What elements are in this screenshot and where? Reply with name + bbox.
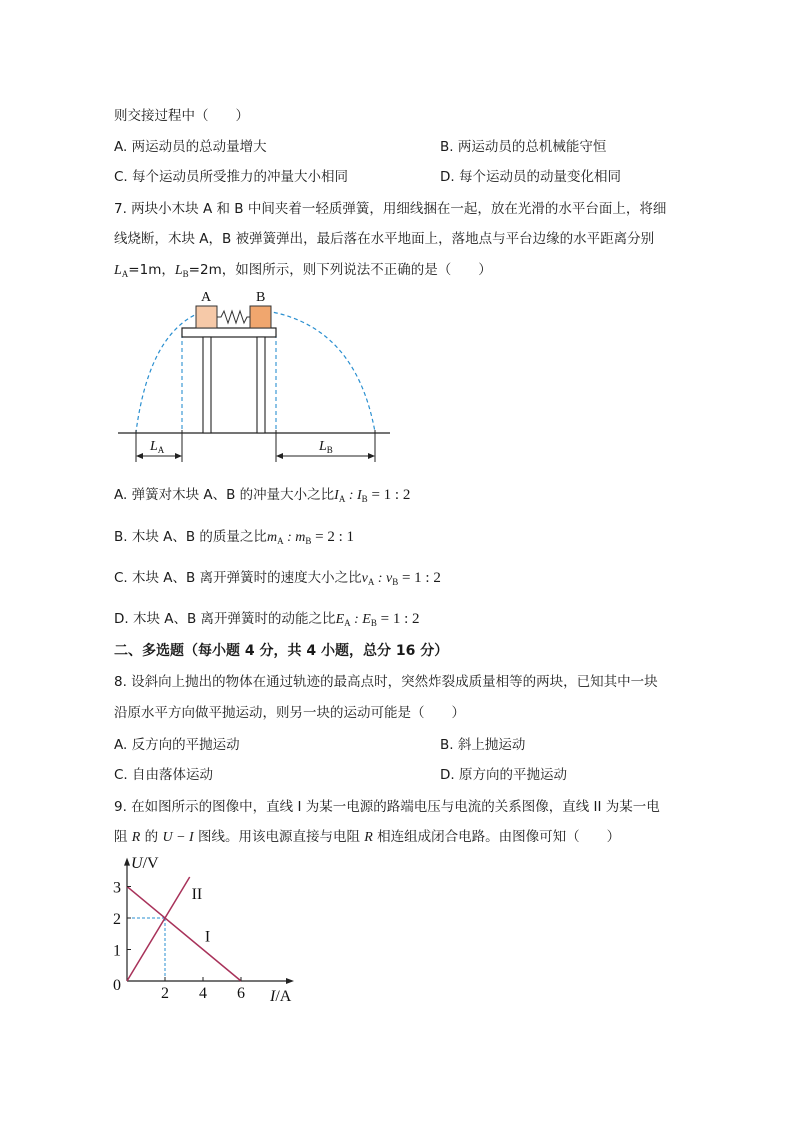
label-a: A [201,290,212,305]
la-figure-label: $L_A$ [150,439,165,455]
spring [217,311,250,323]
block-b [250,306,271,328]
q9-ui-graph [108,850,328,1010]
q9-stem-line1: 9. 在如图所示的图像中，直线 I 为某一电源的路端电压与电流的关系图像，直线 II 为某一电 [114,799,660,815]
q6-option-a[interactable]: A. 两运动员的总动量增大 [114,139,267,155]
la-subscript: A [121,269,129,279]
y-tick-label-3: 3 [113,879,121,897]
x-tick-label-2: 2 [161,985,169,1002]
la-symbol: L [114,263,122,278]
x-axis-label: I/A [270,988,292,1005]
q8-option-b[interactable]: B. 斜上抛运动 [440,737,526,753]
q7-option-a[interactable]: A. 弹簧对木块 A、B 的冲量大小之比$I_A$ : $I_B = 1$ : 2 [114,487,411,504]
lb-figure-label: $L_B$ [319,439,333,455]
label-b: B [256,290,266,305]
q6-option-b[interactable]: B. 两运动员的总机械能守恒 [440,139,607,155]
q7-option-b[interactable]: B. 木块 A、B 的质量之比$m_A$ : $m_B = 2$ : 1 [114,529,354,546]
y-tick-label-2: 2 [113,911,121,928]
section-heading-multiple-choice: 二、多选题（每小题 4 分，共 4 小题，总分 16 分） [114,643,449,659]
q7-stem-line2: 线烧断，木块 A，B 被弹簧弹出，最后落在水平地面上，落地点与平台边缘的水平距离分别 [114,231,655,247]
x-tick-label-4: 4 [199,985,207,1002]
q8-option-c[interactable]: C. 自由落体运动 [114,767,214,783]
lb-value: =2m，如图所示，则下列说法不正确的是（ ） [188,262,492,278]
q7-stem-line3 [114,258,492,279]
table-leg-left [203,337,211,433]
x-axis-arrow [286,978,294,984]
y-axis-arrow [124,858,130,866]
lb-arrow-right [368,453,375,459]
la-value: =1m， [128,262,175,278]
series-label-2: II [191,886,203,904]
q6-option-d[interactable]: D. 每个运动员的动量变化相同 [440,169,621,185]
trajectory-b [260,310,375,432]
series-label-1: I [204,928,211,946]
y-tick-label-1: 1 [113,942,121,960]
lb-arrow-left [276,453,283,459]
series-line-2 [127,877,190,981]
q7-figure [110,282,400,472]
q8-stem-line1: 8. 设斜向上抛出的物体在通过轨迹的最高点时，突然炸裂成质量相等的两块，已知其中一块 [114,674,658,690]
y-axis-label: U/V [131,855,159,872]
block-a [196,306,217,328]
q9-stem-line2: 阻 R 的 U − I 图线。用该电源直接与电阻 R 相连组成闭合电路。由图像可知（ ） [114,829,621,845]
la-arrow-left [136,453,143,459]
q6-option-c[interactable]: C. 每个运动员所受推力的冲量大小相同 [114,169,349,185]
la-arrow-right [175,453,182,459]
q7-option-c[interactable]: C. 木块 A、B 离开弹簧时的速度大小之比$v_A$ : $v_B = 1$ : 2 [114,570,441,587]
table-top [182,328,276,337]
origin-label: 0 [113,977,121,994]
q7-option-d[interactable]: D. 木块 A、B 离开弹簧时的动能之比$E_A$ : $E_B = 1$ : 2 [114,611,420,628]
q6-stem-tail: 则交接过程中（ ） [114,108,249,124]
x-tick-label-6: 6 [237,985,245,1002]
q8-option-d[interactable]: D. 原方向的平抛运动 [440,767,567,783]
table-leg-right [257,337,265,433]
lb-symbol: L [174,263,183,278]
lb-subscript: B [182,269,189,279]
q8-option-a[interactable]: A. 反方向的平抛运动 [114,737,240,753]
q7-stem-line1: 7. 两块小木块 A 和 B 中间夹着一轻质弹簧，用细线捆在一起，放在光滑的水平台面上，将细 [114,201,667,217]
series-line-1 [127,887,241,982]
q8-stem-line2: 沿原水平方向做平抛运动，则另一块的运动可能是（ ） [114,705,465,721]
